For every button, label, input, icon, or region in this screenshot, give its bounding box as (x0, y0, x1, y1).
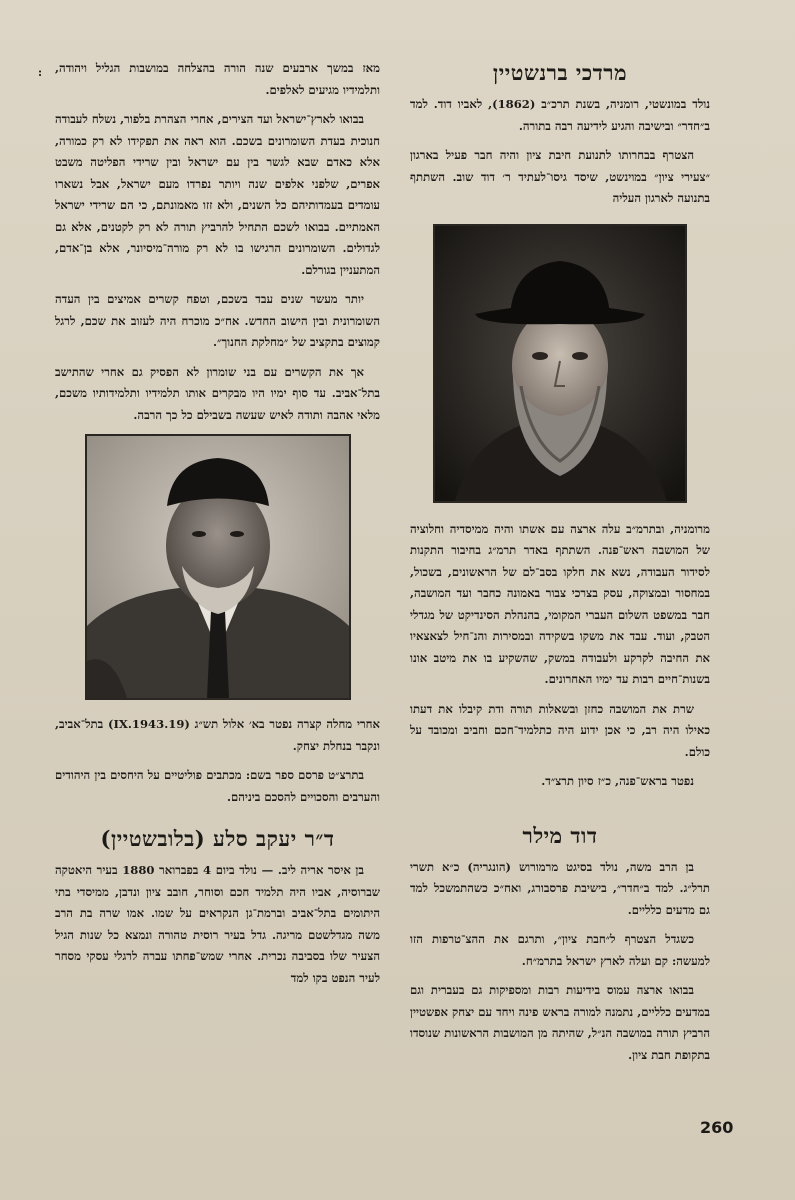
portrait-photo-bernstein (433, 224, 687, 503)
paragraph: יותר מעשר שנים עבד בשכם, וטפח קשרים אמיצים בין העדה השומרונית ובין הישוב החדש. אח״כ מוכרח היה לעזוב את שכם, לרגל קמוצים בתקציב של ״מחלקת החנוך״. (55, 292, 380, 349)
paragraph: בן איסר אריה ליב. — נולד ביום 4 בפברואר 1880 בעיר היאטקה שברוסיה, אביו היה תלמיד חכם וסוחר, חובב ציון ונדבן, ממיסדי בתי היתומים בתל־אביב וברמת־גן הנקראים על שמו. אמו שרה בת הרב משה מגדלשטם מריגה. גדל בעיר רוסית טהורה ונמצא כל שנות הגיל הצעיר שלו בסביבה נכרית. אחרי שמש־פחתו עברה לרגלי עסקי מסחר לעיר הנפט בקו למד (55, 863, 380, 985)
section-title-miller: דוד מילר (522, 822, 598, 848)
paragraph: נולד במונשטי, רומניה, בשנת תרכ״ב (1862), לאביו דוד. למד ב״חדר״ ובישיבה והגיע לידיעה רבה בתורה. (410, 97, 710, 133)
paragraph: שרת את המושבה כחזן ובשאלות תורה ודת קיבלו את דעתו כאילו היה רב, כי אכן ידוע היה כתלמיד־חכם וחביב ומכובד על כולם. (410, 701, 710, 759)
section-title-bernstein: מרדכי ברנשטיין (492, 60, 628, 85)
portrait-miller-image (87, 436, 349, 698)
page-number: 260 (700, 1118, 734, 1137)
paragraph: בתרצ״ט פרסם ספר בשם: מכתבים פוליטיים על היחסים בין היהודים והערבים והסכויים להסכם ביניהם. (55, 768, 380, 804)
caption-paragraph: אחרי מחלה קצרה נפטר בא׳ אלול תש״ג (19.IX.1943) בתל־אביב, ונקבר בנחלת יצחק. (55, 717, 380, 753)
paragraph: בן הרב משה, נולד בסיגט מרמורוש (הונגריה) כ״א תשרי תרל״ג. למד ב״חדר״, בישיבת פרסבורג, ואח״כ כשהתמשכל למד גם מדעים כלליים. (410, 859, 710, 917)
margin-mark: : (38, 66, 43, 79)
paragraph: בבואו לארץ־ישראל ועד הצירים, אחרי הצהרת בלפור, נשלח לעבודה חנוכית בעדת השומרונים בשכם. הוא ראה את תפקידו לא רק כמורה, אלא כאדם שבא לגשר בין עם ישראל ובין שרידי הפליטה משבט אפרים, שלפני אלפים שנה ויותר נפרדו מעם ישראל, אבל נשארו עומדים בעמדותיהם כל השנים, ולא זזו מאמונתם, כי הם שרידי ישראל האמתיים. בבואו לשכם התחיל להרביץ תורה לא רק לקטנים, אלא גם לגדולים. השומרונים הרגישו בו לא רק מורה־מיסיונר, אלא בן־אדם, המתעניין בגורלם. (55, 112, 380, 277)
paragraph: הצטרף בבחרותו לתנועת חיבת ציון והיה חבר פעיל בארגון ״צעירי ציון״ במוינשט, שיסד גיסו־לעתיד ר׳ דוד שוב. השתתף בתנועה לארגון העליה (410, 148, 710, 205)
paragraph: אך את הקשרים עם בני שומרון לא הפסיק גם אחרי שהתישב בתל־אביב. עד סוף ימיו היו מבקרים אותו תלמידיו ותלמידותיו משכם, מלאי אהבה ותודה לאיש שעשה בשבילם כל כך הרבה. (55, 364, 380, 422)
paragraph: בבואו ארצה עמוס בידיעות רבות ומספיקות גם בעברית וגם במדעים כלליים, נתמנה למורה בראש פינה ויחד עם יצחק אפשטיין הרביץ תורה במושבה הנ״ל, שהיתה מן המושבות הראשונות שנוסדו בתקופת חבת ציון. (410, 983, 710, 1062)
paragraph: מרומניה, ובתרמ״ב עלה ארצה עם אשתו והיה ממיסדיה וחלוציה של המושבה ראש־פנה. השתתף באדר תרמ״ג בחיבור התקנות לסידור העבודה, נשא את חלקו בסב־לם של הראשונים, בשכול, במחסור ובמצוקה, עסק בצרכי צבור באמונה כחבר ועד המושבה, חבר במשפט השלום העברי המקומי, בהנהלת הסינדיקט של מגדלי הטבק, ועוד. עבד את משקו בשקידה ובמסירות והנ־חיל לצאצאיו את החיבה לקרקע ולעבודה במשק, שהשקיע בו את מיטב אונו בשנות־חיים רבות עד ימיו האחרונים. (410, 521, 710, 686)
paragraph: מאז במשך ארבעים שנה הורה בהצלחה במושבות הגליל ויהודה, ותלמידיו מגיעים לאלפים. (55, 61, 380, 97)
portrait-bernstein-image (435, 226, 685, 501)
paragraph: כשגדל הצטרף ל״חבת ציון״, ותרגם את ההצ־טרפות הזו למעשה: קם ועלה לארץ ישראל בתרמ״ח. (410, 932, 710, 968)
portrait-photo-miller (85, 434, 351, 700)
section-title-sela: ד״ר יעקב סלע (בלובשטיין) (100, 826, 335, 851)
paragraph: נפטר בראש־פנה, כ״ז סיון תרצ״ד. (541, 774, 694, 788)
left-column (55, 58, 380, 997)
right-column (410, 58, 710, 1074)
